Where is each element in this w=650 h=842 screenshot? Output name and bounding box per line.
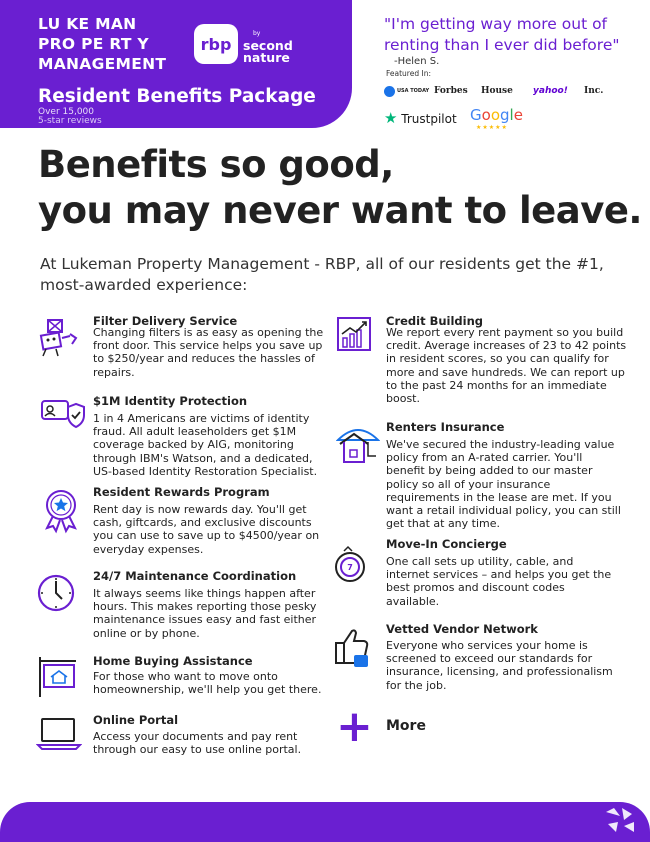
google-letter: l bbox=[509, 106, 514, 124]
usa-today-dot-icon bbox=[384, 86, 395, 97]
trustpilot-logo bbox=[384, 109, 457, 127]
more-link[interactable]: More bbox=[386, 718, 426, 734]
company-line-2: PRO PE RT Y bbox=[38, 35, 149, 53]
award-ribbon-icon bbox=[36, 485, 86, 535]
google-letter: o bbox=[490, 106, 500, 124]
benefit-text: Changing filters is as easy as opening the front door. This service helps you save up to $250/year and reduces the hassles of repairs. bbox=[93, 326, 324, 379]
intro-text: At Lukeman Property Management - RBP, all of our residents get the #1, most-awarded experience: bbox=[40, 255, 604, 294]
headline-line-1: Benefits so good, bbox=[38, 143, 394, 186]
benefit-text: We report every rent payment so you build credit. Average increases of 23 to 42 points in resident scores, so you can qualify for more and save hundreds. We can report up to the past 24 months for an immediate boost. bbox=[386, 326, 627, 406]
house-umbrella-icon bbox=[336, 420, 380, 470]
company-line-3: MANAGEMENT bbox=[38, 55, 167, 73]
benefit-title: Online Portal bbox=[93, 713, 179, 727]
id-shield-icon bbox=[36, 393, 86, 433]
trustpilot-text: Trustpilot bbox=[401, 112, 457, 126]
benefit-text: Access your documents and pay rent through our easy to use online portal. bbox=[93, 730, 302, 757]
reviews-label: 5-star reviews bbox=[38, 116, 102, 126]
forbes-logo: Forbes bbox=[434, 86, 468, 96]
benefit-title: Resident Rewards Program bbox=[93, 485, 270, 499]
featured-label: Featured In: bbox=[386, 69, 431, 78]
benefit-title: Filter Delivery Service bbox=[93, 314, 238, 328]
benefit-title: Vetted Vendor Network bbox=[386, 622, 538, 636]
benefit-title: 24/7 Maintenance Coordination bbox=[93, 569, 297, 583]
benefit-title: $1M Identity Protection bbox=[93, 394, 248, 408]
google-letter: G bbox=[470, 106, 482, 124]
footer-band bbox=[0, 802, 650, 842]
benefit-text: 1 in 4 Americans are victims of identity fraud. All adult leaseholders get $1M coverage backed by AIG, monitoring through IBM's Watson, and a dedicated, US-based Identity Restoration Specialist. bbox=[93, 412, 318, 478]
filter-box-icon bbox=[36, 314, 86, 358]
yahoo-logo: yahoo! bbox=[533, 86, 568, 96]
benefit-text: It always seems like things happen after hours. This makes reporting those pesky maintenance issues easy and fast either online or by phone. bbox=[93, 587, 317, 640]
company-line-1: LU KE MAN bbox=[38, 15, 137, 33]
headline-line-2: you may never want to leave. bbox=[38, 189, 642, 232]
benefit-title: Credit Building bbox=[386, 314, 484, 328]
thumbs-up-icon bbox=[330, 621, 374, 671]
usa-today-logo bbox=[384, 86, 429, 97]
sn-logo-by: by bbox=[253, 30, 261, 37]
benefit-text: One call sets up utility, cable, and internet services – and helps you get the best promos and discount codes available. bbox=[386, 555, 612, 608]
inc-logo: Inc. bbox=[584, 86, 604, 96]
google-letter: o bbox=[481, 106, 491, 124]
benefit-title: Renters Insurance bbox=[386, 420, 505, 434]
house-sign-icon bbox=[36, 653, 80, 699]
package-title: Resident Benefits Package bbox=[38, 86, 316, 107]
testimonial-quote: "I'm getting way more out of renting than I ever did before" bbox=[384, 15, 620, 54]
laptop-icon bbox=[36, 713, 82, 753]
rbp-logo: rbp bbox=[194, 24, 238, 64]
testimonial-author: -Helen S. bbox=[394, 56, 440, 67]
company-name bbox=[38, 14, 166, 74]
apartments-logo-icon bbox=[600, 804, 640, 836]
review-logos bbox=[384, 106, 644, 130]
benefit-text: We've secured the industry-leading value policy from an A-rated carrier. You'll benefit by being added to our master policy so all of your insurance requirements in the lease are met. If you want a retail individual policy, you can still get that at any time. bbox=[386, 438, 621, 531]
reviews-note bbox=[38, 108, 102, 126]
benefit-text: Rent day is now rewards day. You'll get cash, giftcards, and exclusive discounts you can use to save up to $4500/year on everyday expenses. bbox=[93, 503, 320, 556]
second-nature-logo bbox=[243, 28, 293, 64]
house-logo: House bbox=[481, 86, 513, 96]
trustpilot-star-icon: ★ bbox=[384, 109, 398, 127]
clock-icon bbox=[36, 569, 80, 613]
google-logo bbox=[470, 106, 523, 124]
bar-chart-icon bbox=[336, 314, 376, 354]
benefit-title: Move-In Concierge bbox=[386, 537, 507, 551]
24-7-icon bbox=[330, 537, 374, 587]
benefit-text: Everyone who services your home is screened to exceed our standards for insurance, licensing, and professionalism for the job. bbox=[386, 639, 613, 692]
usa-today-text: USA TODAY bbox=[397, 87, 430, 94]
google-letter: g bbox=[500, 106, 510, 124]
google-letter: e bbox=[513, 106, 523, 124]
testimonial bbox=[384, 14, 644, 78]
benefit-text: For those who want to move onto homeownership, we'll help you get there. bbox=[93, 670, 322, 697]
header-banner bbox=[0, 0, 352, 128]
reviews-count: Over 15,000 bbox=[38, 107, 94, 117]
page-headline bbox=[38, 142, 642, 234]
sn-logo-line-1: second bbox=[243, 38, 293, 53]
sn-logo-line-2: nature bbox=[243, 50, 290, 65]
press-logos bbox=[384, 82, 644, 100]
svg-text:7: 7 bbox=[347, 563, 353, 572]
more-plus-icon[interactable]: + bbox=[336, 701, 373, 752]
google-stars-icon: ★★★★★ bbox=[476, 124, 508, 131]
benefit-title: Home Buying Assistance bbox=[93, 654, 253, 668]
